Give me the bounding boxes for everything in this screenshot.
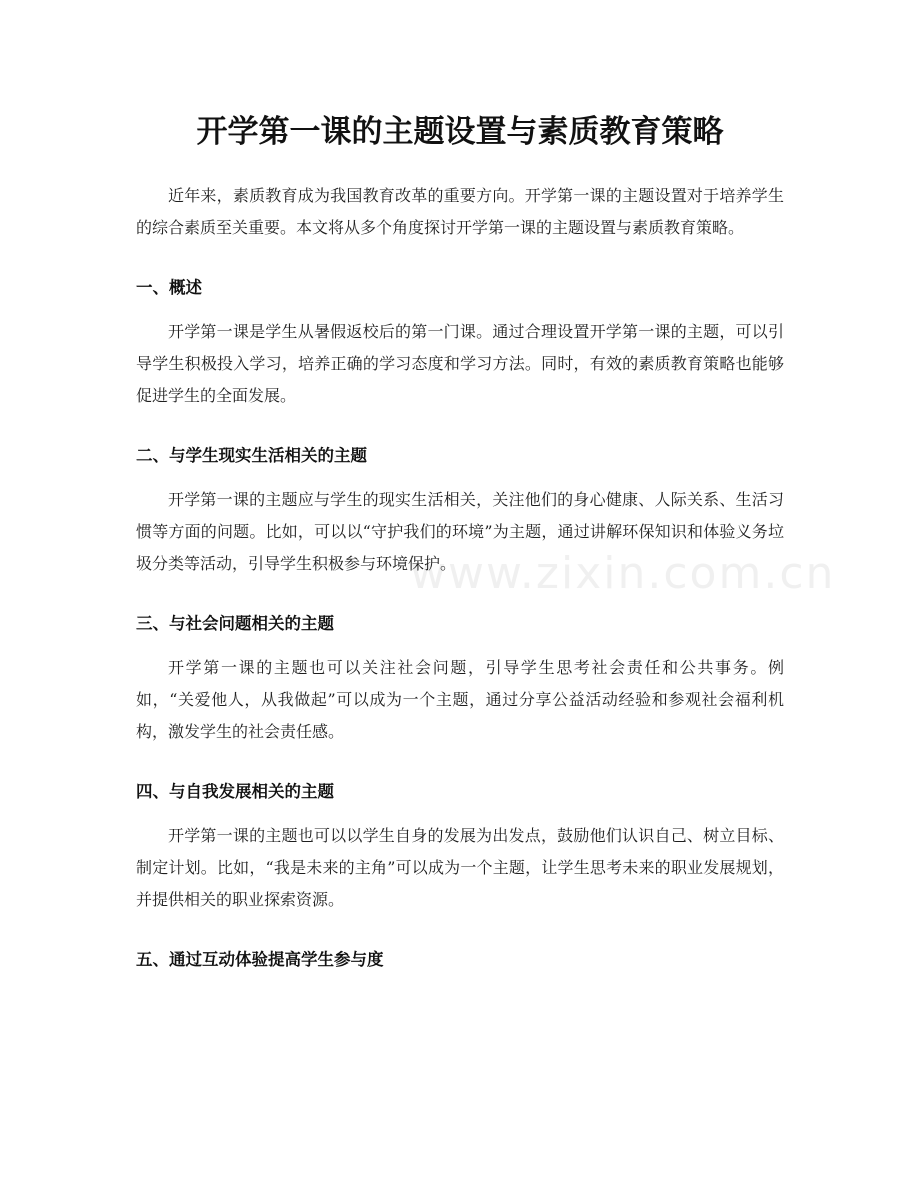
section-paragraph-real-life: 开学第一课的主题应与学生的现实生活相关，关注他们的身心健康、人际关系、生活习惯等方面的问题。比如，可以以“守护我们的环境”为主题，通过讲解环保知识和体验义务垃圾分类等活动，引导学生积极参与环境保护。: [136, 490, 784, 573]
section-paragraph-overview: 开学第一课是学生从暑假返校后的第一门课。通过合理设置开学第一课的主题，可以引导学生积极投入学习，培养正确的学习态度和学习方法。同时，有效的素质教育策略也能够促进学生的全面发展。: [136, 322, 784, 405]
watermark-text: www.zixin.com.cn: [410, 548, 836, 599]
section-paragraph-self-development: 开学第一课的主题也可以以学生自身的发展为出发点，鼓励他们认识自己、树立目标、制定计划。比如，“我是未来的主角”可以成为一个主题，让学生思考未来的职业发展规划，并提供相关的职业探索资源。: [136, 826, 784, 909]
section-heading-self-development: 四、与自我发展相关的主题: [136, 782, 334, 801]
section-heading-social-issues: 三、与社会问题相关的主题: [136, 614, 334, 633]
section-paragraph-social-issues: 开学第一课的主题也可以关注社会问题，引导学生思考社会责任和公共事务。例如，“关爱他人，从我做起”可以成为一个主题，通过分享公益活动经验和参观社会福利机构，激发学生的社会责任感。: [136, 658, 784, 741]
section-heading-real-life: 二、与学生现实生活相关的主题: [136, 446, 367, 465]
intro-paragraph: 近年来，素质教育成为我国教育改革的重要方向。开学第一课的主题设置对于培养学生的综合素质至关重要。本文将从多个角度探讨开学第一课的主题设置与素质教育策略。: [136, 186, 784, 237]
section-heading-overview: 一、概述: [136, 278, 202, 297]
document-title: 开学第一课的主题设置与素质教育策略: [196, 114, 724, 150]
section-heading-interactive: 五、通过互动体验提高学生参与度: [136, 950, 384, 969]
document-body: [136, 180, 784, 976]
